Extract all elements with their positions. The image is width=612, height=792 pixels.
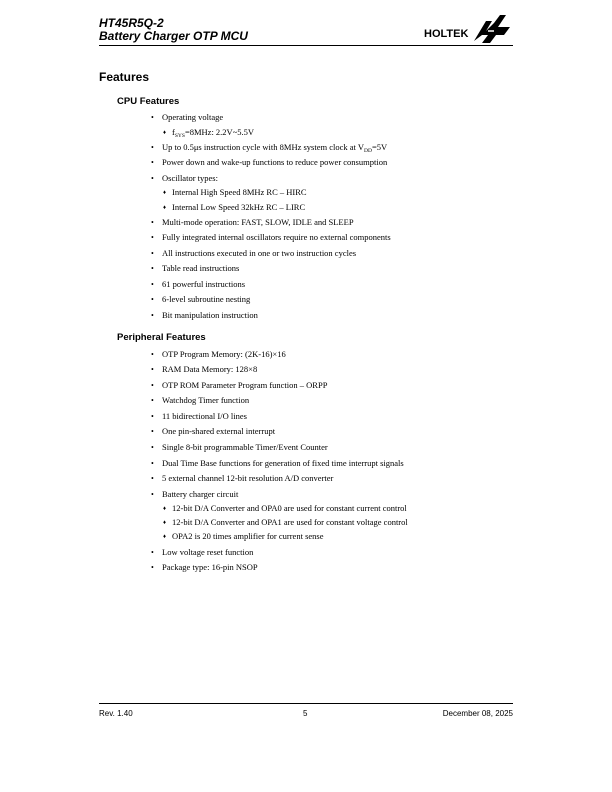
features-heading: Features	[99, 70, 150, 84]
list-item: • Battery charger circuit	[151, 489, 239, 499]
sub-list-item: ♦ Internal High Speed 8MHz RC – HIRC	[163, 187, 307, 197]
list-item: • Watchdog Timer function	[151, 395, 250, 405]
sub-list-item: ♦ $f_{SYS}=8MHz$: 2.2V~5.5V	[163, 127, 255, 139]
cpu-features-heading: CPU Features	[117, 96, 180, 107]
list-item: • Table read instructions	[151, 263, 240, 273]
list-item: • Operating voltage	[151, 112, 224, 122]
logo-text: HOLTEK	[424, 28, 469, 40]
list-item: • Power down and wake-up functions to reduce power consumption	[151, 157, 388, 167]
page-number: 5	[303, 709, 308, 718]
list-item: • Dual Time Base functions for generation of fixed time interrupt signals	[151, 458, 404, 468]
list-item: • OTP Program Memory: (2K-16)×16	[151, 349, 286, 359]
list-item: • 6-level subroutine nesting	[151, 294, 251, 304]
list-item: • All instructions executed in one or two instruction cycles	[151, 248, 357, 258]
logo-mark-icon	[474, 15, 510, 43]
list-item: • Package type: 16-pin NSOP	[151, 562, 258, 572]
doc-date: December 08, 2025	[442, 709, 513, 718]
list-item: • RAM Data Memory: 128×8	[151, 364, 258, 374]
list-item: • Multi-mode operation: FAST, SLOW, IDLE and SLEEP	[151, 217, 354, 227]
list-item: • Up to 0.5μs instruction cycle with 8MHz system clock at $V_{DD}=5V$	[151, 142, 388, 154]
list-item: • 5 external channel 12-bit resolution A/D converter	[151, 473, 334, 483]
peripheral-features-heading: Peripheral Features	[117, 332, 206, 343]
list-item: • Low voltage reset function	[151, 547, 254, 557]
footer-rule	[99, 703, 513, 704]
list-item: • Fully integrated internal oscillators require no external components	[151, 232, 391, 242]
sub-list-item: ♦ OPA2 is 20 times amplifier for current sense	[163, 531, 324, 541]
doc-title: HT45R5Q-2	[99, 16, 164, 30]
sub-list-item: ♦ Internal Low Speed 32kHz RC – LIRC	[163, 202, 306, 212]
list-item: • 61 powerful instructions	[151, 279, 246, 289]
holtek-logo	[424, 13, 514, 43]
list-item: • OTP ROM Parameter Program function – ORPP	[151, 380, 328, 390]
revision: Rev. 1.40	[99, 709, 133, 718]
list-item: • 11 bidirectional I/O lines	[151, 411, 247, 421]
list-item: • Bit manipulation instruction	[151, 310, 258, 320]
list-item: • Single 8-bit programmable Timer/Event Counter	[151, 442, 328, 452]
sub-list-item: ♦ 12-bit D/A Converter and OPA1 are used for constant voltage control	[163, 517, 408, 527]
doc-subtitle: Battery Charger OTP MCU	[99, 29, 248, 43]
list-item: • Oscillator types:	[151, 173, 218, 183]
sub-list-item: ♦ 12-bit D/A Converter and OPA0 are used for constant current control	[163, 503, 407, 513]
list-item: • One pin-shared external interrupt	[151, 426, 276, 436]
header-rule	[99, 45, 513, 46]
